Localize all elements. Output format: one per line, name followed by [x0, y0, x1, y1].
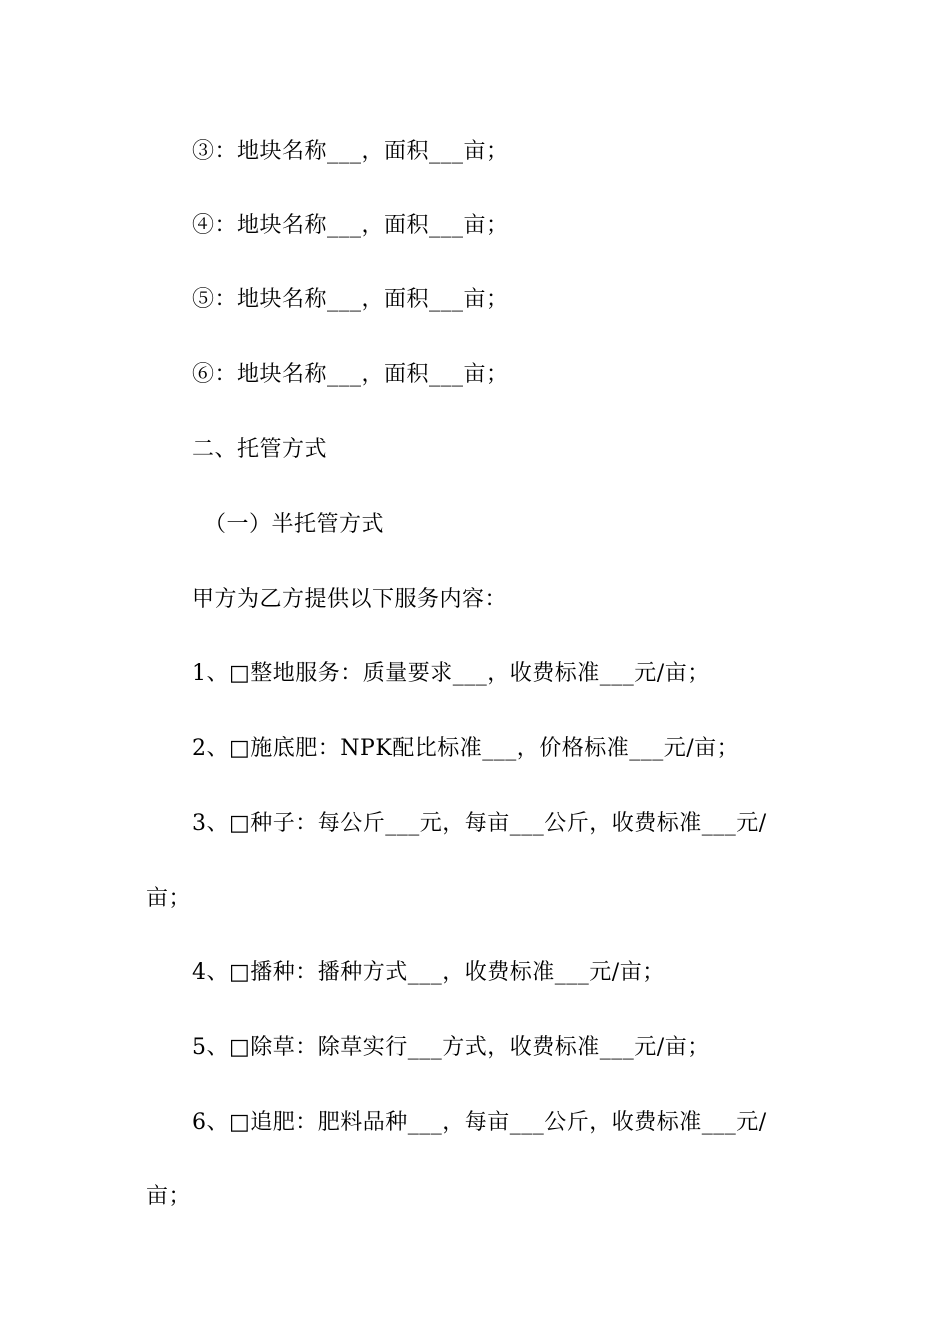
subsection-heading-half-trust: （一）半托管方式	[204, 512, 385, 537]
service-intro-text: 甲方为乙方提供以下服务内容：	[192, 587, 508, 612]
service-item-6-continued: 亩；	[146, 1184, 192, 1209]
service-item-2: 2、□施底肥：NPK配比标准___，价格标准___元/亩；	[192, 736, 740, 761]
plot-item-4: ④：地块名称___，面积___亩；	[192, 213, 509, 238]
section-heading-trust-method: 二、托管方式	[192, 437, 328, 462]
plot-item-3: ③：地块名称___，面积___亩；	[192, 139, 509, 164]
service-item-1: 1、□整地服务：质量要求___，收费标准___元/亩；	[192, 661, 710, 686]
plot-item-6: ⑥：地块名称___，面积___亩；	[192, 362, 509, 387]
service-item-6: 6、□追肥：肥料品种___，每亩___公斤，收费标准___元/	[192, 1110, 767, 1135]
service-item-3: 3、□种子：每公斤___元，每亩___公斤，收费标准___元/	[192, 811, 767, 836]
service-item-5: 5、□除草：除草实行___方式，收费标准___元/亩；	[192, 1035, 710, 1060]
service-item-4: 4、□播种：播种方式___，收费标准___元/亩；	[192, 960, 665, 985]
plot-item-5: ⑤：地块名称___，面积___亩；	[192, 287, 509, 312]
service-item-3-continued: 亩；	[146, 886, 192, 911]
